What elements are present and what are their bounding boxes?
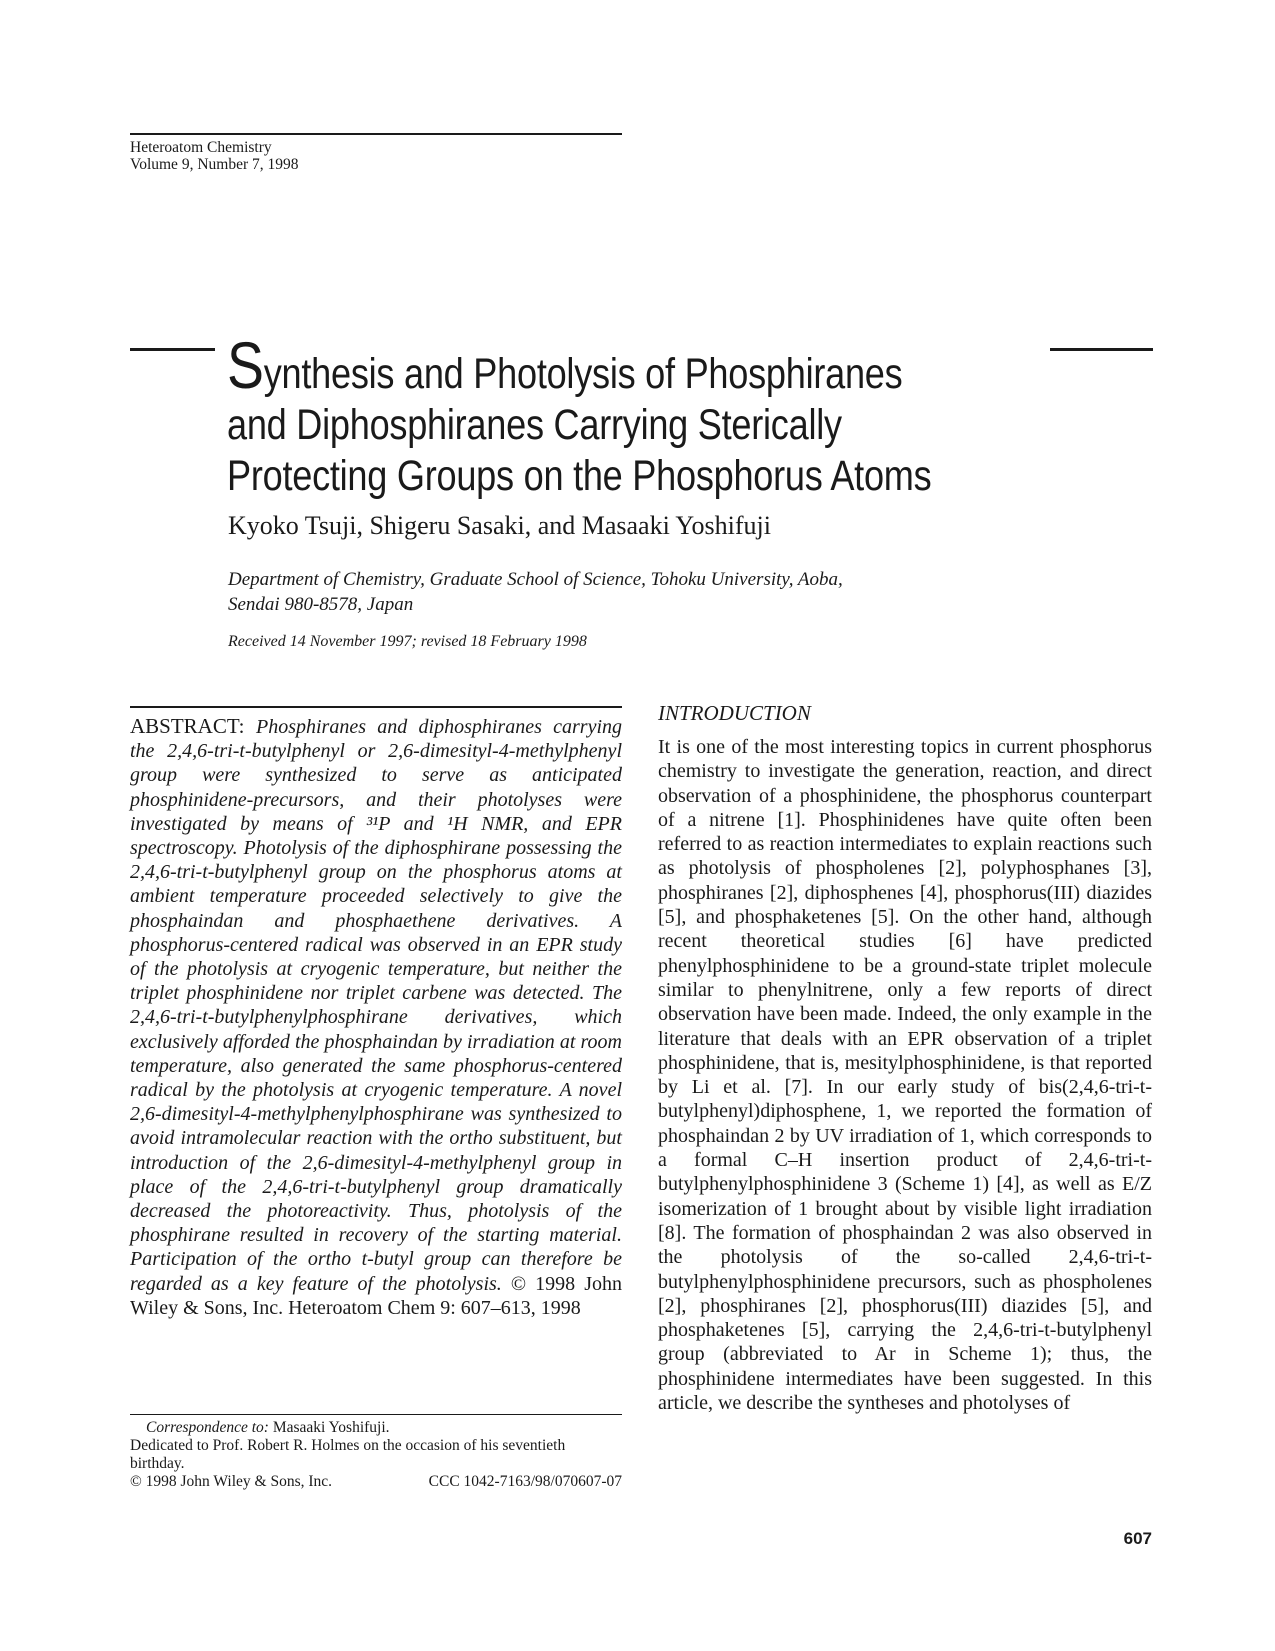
authors: Kyoko Tsuji, Shigeru Sasaki, and Masaaki Yoshifuji: [228, 511, 771, 540]
title-line-1: ynthesis and Photolysis of Phosphiranes: [263, 350, 903, 398]
left-column: [130, 706, 622, 1320]
title-rule-right: [1050, 348, 1153, 351]
correspondence-name: Masaaki Yoshifuji.: [268, 1419, 390, 1436]
right-column: [658, 700, 1152, 1415]
affiliation: [228, 567, 1108, 617]
abstract: [130, 714, 622, 1320]
ccc-code: CCC 1042-7163/98/070607-07: [428, 1473, 622, 1490]
title-rule-left: [130, 348, 215, 351]
paper-title: [227, 328, 983, 502]
journal-header: [130, 133, 622, 173]
abstract-copyright: © 1998 John Wiley & Sons, Inc. Heteroatom Chem 9: 607–613, 1998: [130, 1272, 623, 1319]
abstract-label: ABSTRACT:: [130, 714, 256, 738]
correspondence-note: [130, 1419, 622, 1437]
affiliation-line-2: Sendai 980-8578, Japan: [228, 594, 414, 615]
publisher-copyright: © 1998 John Wiley & Sons, Inc.: [130, 1473, 333, 1490]
title-dropcap: S: [227, 328, 264, 402]
page-number: 607: [1123, 1529, 1152, 1548]
correspondence-label: Correspondence to:: [146, 1419, 269, 1436]
journal-name: Heteroatom Chemistry: [130, 139, 272, 156]
journal-volume: Volume 9, Number 7, 1998: [130, 156, 299, 173]
abstract-body: Phosphiranes and diphosphiranes carrying the 2,4,6-tri-t-butylphenyl or 2,6-dimesityl-4-methylphenyl group were synthesized to serve as anticipated phosphinidene-precursors, and their photolyses were investigated by means of ³¹P and ¹H NMR, and EPR spectroscopy. Photolysis of the diphosphirane possessing the 2,4,6-tri-t-butylphenyl group on the phosphorus atoms at ambient temperature proceeded selectively to give the phosphaindan and phosphaethene derivatives. A phosphorus-centered radical was observed in an EPR study of the photolysis at cryogenic temperature, but neither the triplet phosphinidene nor triplet carbene was detected. The 2,4,6-tri-t-butylphenylphosphirane derivatives, which exclusively afforded the phosphaindan by irradiation at room temperature, also generated the same phosphorus-centered radical by the photolysis at cryogenic temperature. A novel 2,6-dimesityl-4-methylphenylphosphirane was synthesized to avoid intramolecular reaction with the ortho substituent, but introduction of the 2,6-dimesityl-4-methylphenyl group in place of the 2,4,6-tri-t-butylphenyl group dramatically decreased the photoreactivity. Thus, photolysis of the phosphirane resulted in recovery of the starting material. Participation of the ortho t-butyl group can therefore be regarded as a key feature of the photolysis.: [130, 716, 623, 1295]
dedication-note: Dedicated to Prof. Robert R. Holmes on the occasion of his seventieth birthday.: [130, 1437, 566, 1472]
title-line-3: Protecting Groups on the Phosphorus Atoms: [227, 452, 932, 500]
affiliation-line-1: Department of Chemistry, Graduate School of Science, Tohoku University, Aoba,: [228, 569, 843, 590]
title-line-2: and Diphosphiranes Carrying Sterically: [227, 401, 842, 449]
copyright-line: [130, 1473, 622, 1491]
introduction-heading: INTRODUCTION: [658, 701, 811, 725]
received-dates: Received 14 November 1997; revised 18 February 1998: [228, 633, 587, 650]
introduction-body: It is one of the most interesting topics in current phosphorus chemistry to investigate the generation, reaction, and direct observation of a phosphinidene, the phosphorus counterpart of a nitrene [1]. Phosphinidenes have quite often been referred to as reaction intermediates to explain reactions such as photolysis of phospholenes [2], polyphosphanes [3], phosphiranes [2], diphosphenes [4], phosphorus(III) diazides [5], and phosphaketenes [5]. On the other hand, although recent theoretical studies [6] have predicted phenylphosphinidene to be a ground-state triplet molecule similar to phenylnitrene, only a few reports of direct observation have been made. Indeed, the only example in the literature that deals with an EPR observation of a triplet phosphinidene, that is, mesitylphosphinidene, is that reported by Li et al. [7]. In our early study of bis(2,4,6-tri-t-butylphenyl)diphosphene, 1, we reported the formation of phosphaindan 2 by UV irradiation of 1, which corresponds to a formal C–H insertion product of 2,4,6-tri-t-butylphenylphosphinidene 3 (Scheme 1) [4], as well as E/Z isomerization of 1 brought about by visible light irradiation [8]. The formation of phosphaindan 2 was also observed in the photolysis of the so-called 2,4,6-tri-t-butylphenylphosphinidene precursors, such as phospholenes [2], phosphiranes [2], phosphorus(III) diazides [5], and phosphaketenes [5], carrying the 2,4,6-tri-t-butylphenyl group (abbreviated to Ar in Scheme 1); thus, the phosphinidene intermediates have been suggested. In this article, we describe the syntheses and photolyses of: [658, 736, 1152, 1415]
footnotes: [130, 1414, 622, 1491]
